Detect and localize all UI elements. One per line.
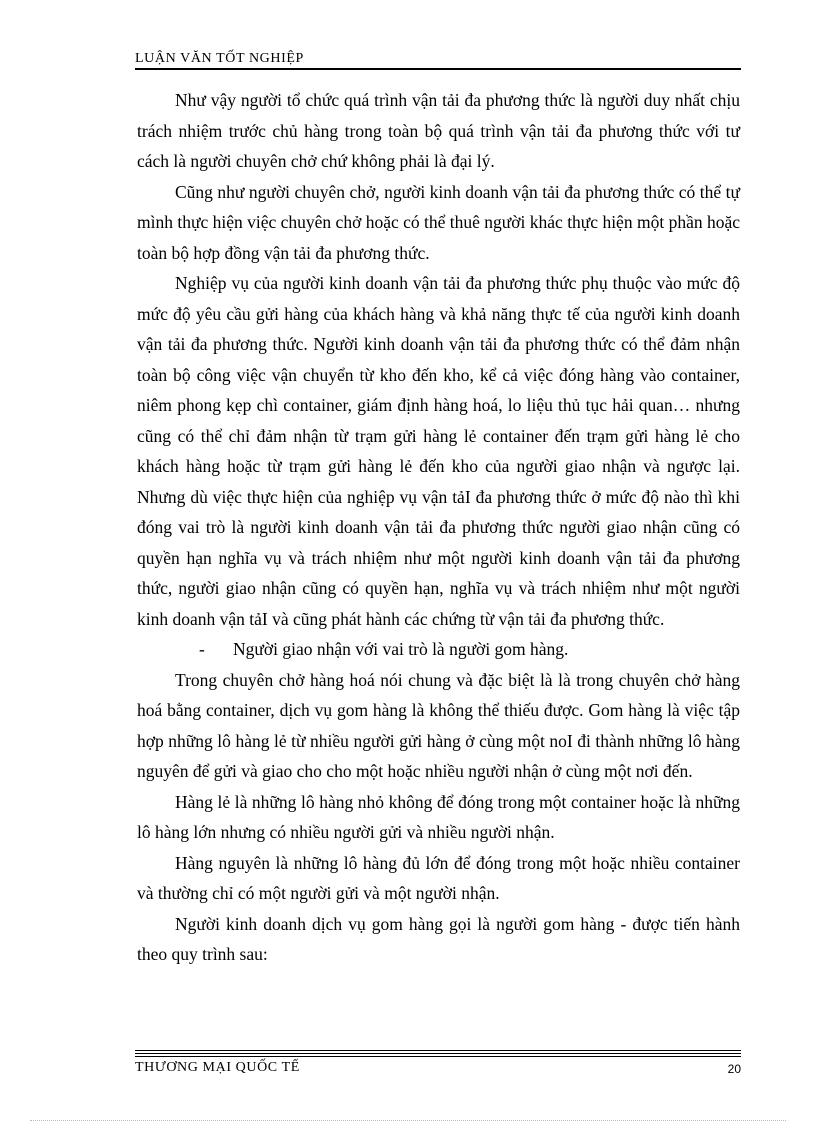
bullet-marker: - [199, 639, 205, 659]
page-header [135, 48, 741, 72]
footer-rule [135, 1056, 741, 1057]
paragraph: Trong chuyên chở hàng hoá nói chung và đặc biệt là là trong chuyên chở hàng hoá bằng container, dịch vụ gom hàng là không thể thiếu được. Gom hàng là việc tập hợp những lô hàng lẻ từ nhiều người gửi hàng ở cùng một noI đi thành những lô hàng nguyên để gửi và giao cho cho một hoặc nhiều người nhận ở cùng một nơi đến. [137, 669, 740, 781]
footer-title: THƯƠNG MẠI QUỐC TẾ [135, 1060, 300, 1075]
paragraph: Như vậy người tổ chức quá trình vận tải đa phương thức là người duy nhất chịu trách nhiệm trước chủ hàng trong toàn bộ quá trình vận tải đa phương thức với tư cách là người chuyên chở chứ không phải là đại lý. [137, 90, 740, 171]
footer-rule [135, 1053, 741, 1054]
paragraph: Nghiệp vụ của người kinh doanh vận tải đa phương thức phụ thuộc vào mức độ mức độ yêu cầu gửi hàng của khách hàng và khả năng thực tế của người kinh doanh vận tải đa phương thức. Người kinh doanh vận tải đa phương thức có thể đảm nhận toàn bộ công việc vận chuyển từ kho đến kho, kể cả việc đóng hàng vào container, niêm phong kẹp chì container, giám định hàng hoá, lo liệu thủ tục hải quan… nhưng cũng có thể chỉ đảm nhận từ trạm gửi hàng lẻ container đến trạm gửi hàng lẻ cho khách hàng hoặc từ trạm gửi hàng lẻ đến kho của người giao nhận và ngược lại. Nhưng dù việc thực hiện của nghiệp vụ vận tảI đa phương thức ở mức độ nào thì khi đóng vai trò là người kinh doanh vận tải đa phương thức người giao nhận cũng có quyền hạn nghĩa vụ và trách nhiệm như một người kinh doanh vận tải đa phương thức, người giao nhận cũng có quyền hạn, nghĩa vụ và trách nhiệm như một người kinh doanh vận tảI và cũng phát hành các chứng từ vận tải đa phương thức. [137, 273, 740, 629]
paragraph: Hàng nguyên là những lô hàng đủ lớn để đóng trong một hoặc nhiều container và thường chỉ có một người gửi và một người nhận. [137, 852, 740, 903]
page-edge [30, 1120, 786, 1121]
paragraph: Hàng lẻ là những lô hàng nhỏ không để đóng trong một container hoặc là những lô hàng lớn nhưng có nhiều người gửi và nhiều người nhận. [137, 791, 740, 842]
paragraph: Người kinh doanh dịch vụ gom hàng gọi là người gom hàng - được tiến hành theo quy trình sau: [137, 913, 740, 964]
document-body [137, 85, 740, 970]
bullet-text: Người giao nhận với vai trò là người gom hàng. [233, 639, 569, 659]
footer-rule [135, 1050, 741, 1051]
bullet-item [137, 634, 740, 665]
page-number: 20 [727, 1062, 741, 1076]
header-title: LUẬN VĂN TỐT NGHIỆP [135, 51, 304, 66]
page-footer [135, 1050, 741, 1078]
header-rule [135, 68, 741, 70]
paragraph: Cũng như người chuyên chở, người kinh doanh vận tải đa phương thức có thể tự mình thực hiện việc chuyên chở hoặc có thể thuê người khác thực hiện một phần hoặc toàn bộ hợp đồng vận tải đa phương thức. [137, 181, 740, 263]
